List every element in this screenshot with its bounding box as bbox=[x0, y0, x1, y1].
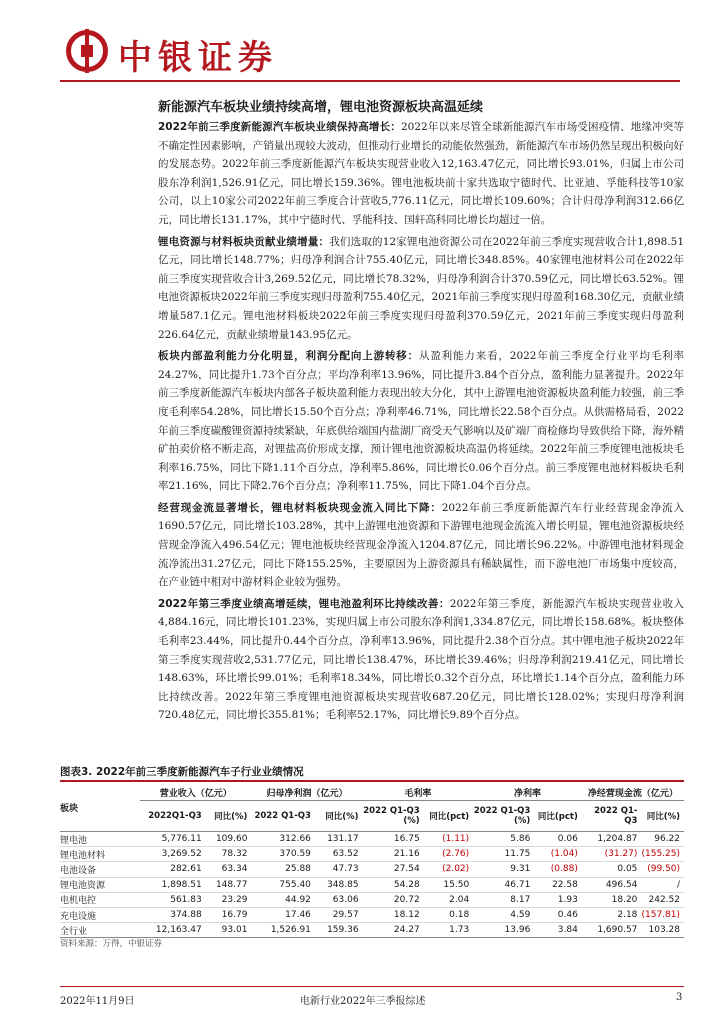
table-cell: 374.88 bbox=[140, 907, 206, 922]
row-label: 全行业 bbox=[60, 923, 140, 938]
row-label: 充电设施 bbox=[60, 907, 140, 922]
table-cell: 44.92 bbox=[251, 892, 314, 907]
table-cell: 370.59 bbox=[251, 847, 314, 862]
paragraph-lead: 板块内部盈利能力分化明显，利润分配向上游转移： bbox=[158, 350, 419, 363]
header-divider bbox=[60, 80, 680, 82]
table-cell: 16.75 bbox=[363, 832, 424, 847]
paragraph bbox=[158, 233, 684, 345]
table-cell: 561.83 bbox=[140, 892, 206, 907]
table-cell: (1.11) bbox=[424, 832, 473, 847]
table-cell: 12,163.47 bbox=[140, 923, 206, 938]
paragraph-lead: 2022年前三季度新能源汽车板块业绩保持高增长： bbox=[158, 121, 401, 133]
table-row bbox=[60, 892, 684, 907]
table-cell: 24.27 bbox=[363, 923, 424, 938]
table-cell: 1.93 bbox=[534, 892, 582, 907]
group-header-net-profit: 归母净利润（亿元） bbox=[251, 784, 362, 801]
paragraph-lead: 2022年第三季度业绩高增延续，锂电池盈利环比持续改善： bbox=[158, 597, 450, 610]
table-sub-header bbox=[60, 801, 684, 832]
paragraph-text: 我们选取的12家锂电池资源公司在2022年前三季度实现营收合计1,898.51亿元，同比增长148.77%；归母净利润合计755.40亿元，同比增长348.85%。40家锂电池材料公司在2022年前三季度实现营收合计3,269.52亿元，同比增长78.32%，归母净利润合计370.59亿元，同比增长63.52%。锂电池资源板块2022年前三季度实现归母盈利755.40亿元，2021年前三季度实现归母盈利168.30亿元，贡献业绩增量587.1亿元。锂电池材料板块2022年前三季度实现归母盈利370.59亿元，2021年前三季度实现归母盈利226.64亿元，贡献业绩增量143.95亿元。 bbox=[158, 235, 685, 341]
column-header-sector: 板块 bbox=[60, 784, 140, 832]
paragraph bbox=[158, 118, 684, 230]
paragraph-text: 从盈利能力来看，2022年前三季度全行业平均毛利率24.27%，同比提升1.73个百分点；平均净利率13.96%，同比提升3.84个百分点，盈利能力显著提升。2022年前三季度新能源汽车板块内部各子板块盈利能力表现出较大分化，其中上游锂电池资源板块盈利能力较强，前三季度毛利率54.28%，同比增长15.50个百分点；净利率46.71%，同比增长22.58个百分点。从供需格局看，2022年前三季度碳酸锂资源持续紧缺，年底供给端国内盐湖厂商受天气影响以及矿端厂商检修均导致供给下降，海外精矿拍卖价格不断走高，对锂盐高价形成支撑，预计锂电池资源板块高温仍将延续。2022年前三季度锂电池板块毛利率16.75%，同比下降1.11个百分点，净利率5.86%，同比增长0.06个百分点。前三季度锂电池材料板块毛利率21.16%，同比下降2.76个百分点；净利率11.75%，同比下降1.04个百分点。 bbox=[158, 350, 684, 493]
table-cell: 0.05 bbox=[582, 862, 642, 877]
paragraph-text: 2022年以来尽管全球新能源汽车市场受困疫情、地缘冲突等不确定性因素影响，产销量出现较大波动，但推动行业增长的动能依然强劲，新能源汽车市场仍然呈现出积极向好的发展态势。2022年前三季度新能源汽车板块实现营业收入12,163.47亿元，同比增长93.01%，归属上市公司股东净利润1,526.91亿元，同比增长159.36%。锂电池板块前十家共选取宁德时代、比亚迪、孚能科技等10家公司，以上10家公司2022年前三季度合计营收5,776.11亿元，同比增长109.60%；合计归母净利润312.66亿元，同比增长131.17%，其中宁德时代、孚能科技、国轩高科同比增长均超过一倍。 bbox=[158, 121, 684, 226]
table-cell: / bbox=[641, 877, 684, 892]
table-cell: 159.36 bbox=[315, 923, 363, 938]
table-cell: 4.59 bbox=[473, 907, 534, 922]
table-cell: (157.81) bbox=[641, 907, 684, 922]
table-cell: 11.75 bbox=[473, 847, 534, 862]
table-cell: 63.52 bbox=[315, 847, 363, 862]
table-cell: 282.61 bbox=[140, 862, 206, 877]
paragraph-lead: 经营现金流显著增长，锂电材料板块现金流入同比下降： bbox=[158, 501, 442, 514]
table-title-divider bbox=[60, 780, 684, 782]
table-cell: 131.17 bbox=[315, 832, 363, 847]
column-header: 同比(pct) bbox=[424, 801, 473, 832]
table-cell: 3,269.52 bbox=[140, 847, 206, 862]
row-label: 锂电池 bbox=[60, 832, 140, 847]
table-cell: 17.46 bbox=[251, 907, 314, 922]
group-header-net-margin: 净利率 bbox=[473, 784, 582, 801]
table-cell: 54.28 bbox=[363, 877, 424, 892]
table-cell: (2.02) bbox=[424, 862, 473, 877]
column-header: 2022 Q1-Q3 (%) bbox=[363, 801, 424, 832]
table-cell: 0.46 bbox=[534, 907, 582, 922]
table-cell: 0.06 bbox=[534, 832, 582, 847]
table-cell: 22.58 bbox=[534, 877, 582, 892]
table-cell: 25.88 bbox=[251, 862, 314, 877]
table-cell: 15.50 bbox=[424, 877, 473, 892]
table-cell: 1,898.51 bbox=[140, 877, 206, 892]
table-cell: 496.54 bbox=[582, 877, 642, 892]
table-row bbox=[60, 847, 684, 862]
table-cell: 5,776.11 bbox=[140, 832, 206, 847]
paragraph bbox=[158, 499, 684, 592]
column-header: 同比(%) bbox=[641, 801, 684, 832]
bank-logo-icon bbox=[66, 30, 108, 72]
table-cell: 8.17 bbox=[473, 892, 534, 907]
column-header: 2022 Q1-Q3 (%) bbox=[473, 801, 534, 832]
table-row bbox=[60, 907, 684, 922]
table-cell: 63.34 bbox=[206, 862, 252, 877]
body-text bbox=[158, 118, 684, 728]
table-cell: 1,526.91 bbox=[251, 923, 314, 938]
table-row bbox=[60, 862, 684, 877]
table-row bbox=[60, 832, 684, 847]
table-cell: (31.27) bbox=[582, 847, 642, 862]
table-cell: 13.96 bbox=[473, 923, 534, 938]
table-cell: 2.04 bbox=[424, 892, 473, 907]
table-cell: 18.20 bbox=[582, 892, 642, 907]
table-group-header bbox=[60, 784, 684, 801]
table-cell: 16.79 bbox=[206, 907, 252, 922]
footer-doc-title: 电新行业2022年三季报综述 bbox=[300, 996, 426, 1007]
table-cell: 78.32 bbox=[206, 847, 252, 862]
table-cell: 23.29 bbox=[206, 892, 252, 907]
paragraph-lead: 锂电资源与材料板块贡献业绩增量： bbox=[158, 235, 330, 248]
table-cell: 29.57 bbox=[315, 907, 363, 922]
footer-divider bbox=[60, 986, 684, 987]
column-header: 同比(%) bbox=[315, 801, 363, 832]
table-cell: (155.25) bbox=[641, 847, 684, 862]
row-label: 电池设备 bbox=[60, 862, 140, 877]
table-cell: 96.22 bbox=[641, 832, 684, 847]
footer-date: 2022年11月9日 bbox=[60, 996, 135, 1007]
table-cell: 47.73 bbox=[315, 862, 363, 877]
page-number: 3 bbox=[676, 992, 683, 1003]
row-label: 锂电池资源 bbox=[60, 877, 140, 892]
paragraph bbox=[158, 347, 684, 496]
table-cell: 103.28 bbox=[641, 923, 684, 938]
group-header-cash-flow: 净经营现金流（亿元） bbox=[582, 784, 684, 801]
table-cell: 20.72 bbox=[363, 892, 424, 907]
column-header: 同比(%) bbox=[206, 801, 252, 832]
table-cell: (2.76) bbox=[424, 847, 473, 862]
performance-table bbox=[60, 784, 684, 938]
group-header-gross-margin: 毛利率 bbox=[363, 784, 474, 801]
table-cell: 93.01 bbox=[206, 923, 252, 938]
table-cell: 2.18 bbox=[582, 907, 642, 922]
table-cell: 27.54 bbox=[363, 862, 424, 877]
group-header-revenue: 营业收入（亿元） bbox=[140, 784, 251, 801]
header bbox=[60, 28, 680, 80]
table-cell: 21.16 bbox=[363, 847, 424, 862]
paragraph-text: 2022年第三季度，新能源汽车板块实现营业收入4,884.16元，同比增长101.23%，实现归属上市公司股东净利润1,334.87亿元，同比增长158.68%。板块整体毛利率23.44%，同比提升0.44个百分点，净利率13.96%，同比提升2.38个百分点。其中锂电池子板块2022年第三季度实现营收2,531.77亿元，同比增长138.47%，环比增长39.46%；归母净利润219.41亿元，同比增长148.63%，环比增长99.01%；毛利率18.34%，同比增长0.32个百分点，环比增长1.14个百分点，盈利能力环比持续改善。2022年第三季度锂电池资源板块实现营收687.20亿元，同比增长128.02%；实现归母净利润720.48亿元，同比增长355.81%；毛利率52.17%，同比增长9.89个百分点。 bbox=[158, 597, 684, 722]
table-cell: (99.50) bbox=[641, 862, 684, 877]
table-cell: 0.18 bbox=[424, 907, 473, 922]
table-row bbox=[60, 877, 684, 892]
row-label: 电机电控 bbox=[60, 892, 140, 907]
table-cell: 1.73 bbox=[424, 923, 473, 938]
table-cell: (0.88) bbox=[534, 862, 582, 877]
table-cell: 46.71 bbox=[473, 877, 534, 892]
column-header: 2022 Q1-Q3 bbox=[251, 801, 314, 832]
table-source: 资料来源：万得，中银证券 bbox=[60, 939, 163, 949]
table-row bbox=[60, 923, 684, 938]
table-title: 图表3. 2022年前三季度新能源汽车子行业业绩情况 bbox=[60, 766, 304, 778]
section-title: 新能源汽车板块业绩持续高增，锂电池资源板块高温延续 bbox=[158, 100, 484, 115]
table-cell: 9.31 bbox=[473, 862, 534, 877]
column-header: 同比(pct) bbox=[534, 801, 582, 832]
table-cell: 18.12 bbox=[363, 907, 424, 922]
paragraph-text: 2022年前三季度新能源汽车行业经营现金净流入1690.57亿元，同比增长103.28%，其中上游锂电池资源和下游锂电池现金流流入增长明显，锂电池资源板块经营现金净流入496.54亿元；锂电池板块经营现金净流入1204.87亿元，同比增长96.22%。中游锂电池材料现金流净流出31.27亿元，同比下降155.25%，主要原因为上游资源具有稀缺属性，而下游电池厂市场集中度较高，在产业链中相对中游材料企业较为强势。 bbox=[158, 501, 685, 589]
table-cell: 148.77 bbox=[206, 877, 252, 892]
table-cell: 1,690.57 bbox=[582, 923, 642, 938]
brand-name: 中银证券 bbox=[118, 38, 278, 78]
table-cell: 755.40 bbox=[251, 877, 314, 892]
table-cell: (1.04) bbox=[534, 847, 582, 862]
table-cell: 109.60 bbox=[206, 832, 252, 847]
table-cell: 312.66 bbox=[251, 832, 314, 847]
table-cell: 242.52 bbox=[641, 892, 684, 907]
column-header: 2022Q1-Q3 bbox=[140, 801, 206, 832]
row-label: 锂电池材料 bbox=[60, 847, 140, 862]
table-cell: 5.86 bbox=[473, 832, 534, 847]
paragraph bbox=[158, 595, 684, 725]
column-header: 2022 Q1-Q3 bbox=[582, 801, 642, 832]
table-cell: 3.84 bbox=[534, 923, 582, 938]
table-cell: 348.85 bbox=[315, 877, 363, 892]
table-cell: 63.06 bbox=[315, 892, 363, 907]
table-cell: 1,204.87 bbox=[582, 832, 642, 847]
